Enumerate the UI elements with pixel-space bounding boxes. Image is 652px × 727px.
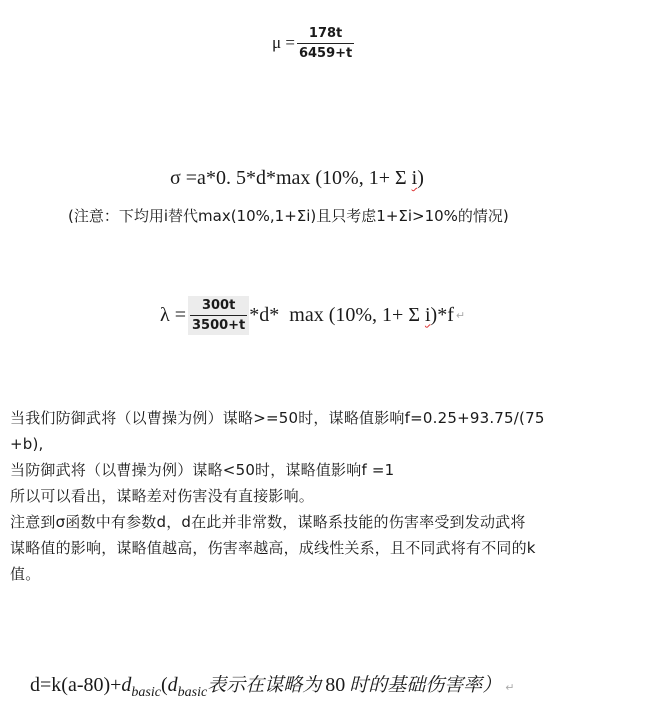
- d-open: (: [160, 674, 168, 696]
- sigma-close: ): [417, 167, 424, 189]
- d-basic: [121, 674, 161, 700]
- mu-denominator: 6459+t: [297, 43, 354, 61]
- paragraph-line: 谋略值的影响，谋略值越高，伤害率越高，成线性关系，且不同武将有不同的k: [10, 539, 536, 557]
- note-text: (注意：下均用i替代max(10%,1+Σi)且只考虑1+Σi>10%的情况): [68, 207, 509, 225]
- d-lhs: d=k(a-80)+: [30, 674, 122, 696]
- d-symbol: d: [121, 674, 132, 696]
- lambda-tail: )*f: [430, 303, 454, 326]
- formula-sigma: [160, 144, 424, 190]
- sigma-main: σ =a*0. 5*d*max (10%, 1+ Σ: [170, 167, 412, 189]
- d-desc-2: 时的基础伤害率）: [349, 674, 502, 696]
- paragraph-line: 注意到σ函数中有参数d，d在此并非常数，谋略系技能的伤害率受到发动武将: [10, 513, 526, 531]
- lambda-i: i: [424, 303, 431, 326]
- mu-numerator: 178t: [308, 25, 343, 41]
- paragraph-line: 值。: [10, 565, 41, 583]
- lambda-denominator: 3500+t: [190, 315, 247, 333]
- paragraph-line: 当防御武将（以曹操为例）谋略<50时，谋略值影响f =1: [10, 461, 395, 479]
- lambda-numerator: 300t: [201, 297, 236, 313]
- paragraph-line: 当我们防御武将（以曹操为例）谋略>=50时，谋略值影响f=0.25+93.75/(75: [10, 409, 545, 427]
- d-subscript-2: basic: [177, 685, 208, 700]
- lambda-fraction: [188, 296, 249, 335]
- paragraph-mark-2: ↵: [505, 681, 515, 694]
- d-desc: 表示在谋略为: [207, 674, 322, 696]
- formula-lambda: [160, 290, 465, 340]
- lambda-lhs: λ =: [160, 303, 186, 326]
- formula-mu: [272, 18, 354, 68]
- d-symbol-2: d: [167, 674, 178, 696]
- d-subscript: basic: [131, 685, 161, 700]
- formula-d: [30, 670, 514, 701]
- mu-fraction: [297, 26, 354, 61]
- d-num: 80: [325, 674, 346, 696]
- d-basic-2: [167, 674, 208, 700]
- paragraph-mark: ↵: [455, 308, 466, 322]
- lambda-mid: *d* max (10%, 1+ Σ: [249, 303, 425, 326]
- sigma-i: i: [411, 167, 418, 189]
- explanation-paragraph: [10, 405, 650, 587]
- paragraph-line: +b),: [10, 435, 44, 453]
- mu-lhs: μ =: [272, 33, 295, 52]
- paragraph-line: 所以可以看出，谋略差对伤害没有直接影响。: [10, 487, 315, 505]
